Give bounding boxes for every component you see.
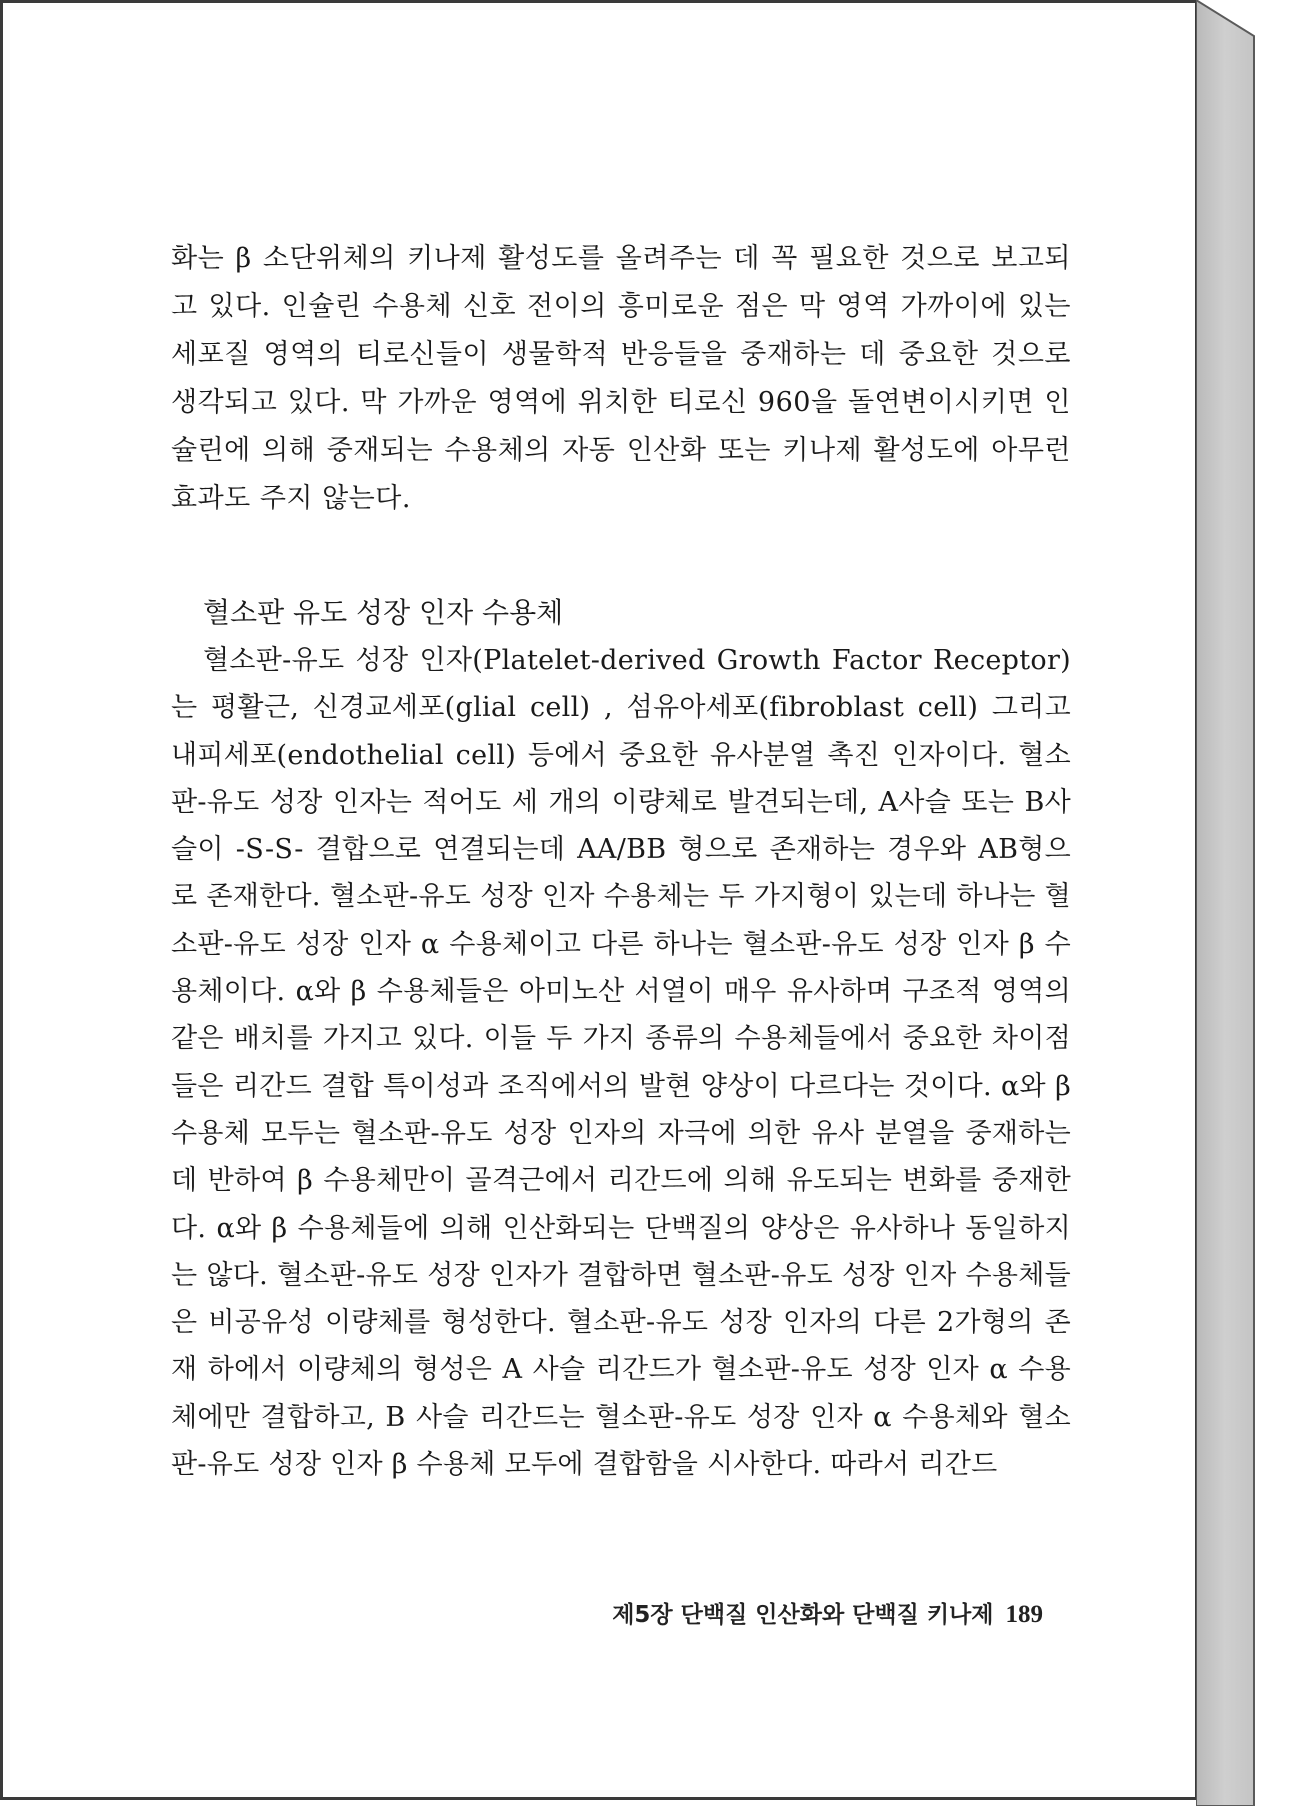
- running-footer: [553, 1596, 1043, 1629]
- page-number: 189: [1005, 1601, 1043, 1628]
- page-content: [171, 235, 1071, 1488]
- book-spine: [1196, 0, 1298, 1806]
- section-heading: 혈소판 유도 성장 인자 수용체: [203, 596, 564, 629]
- paragraph-pdgf-receptor: 혈소판-유도 성장 인자(Platelet-derived Growth Factor Receptor)는 평활근, 신경교세포(glial cell) , 섬유아세포(fibroblast cell) 그리고 내피세포(endothelial cell) 등에서 중요한 유사분열 촉진 인자이다. 혈소판-유도 성장 인자는 적어도 세 개의 이량체로 발견되는데, A사슬 또는 B사슬이 -S-S- 결합으로 연결되는데 AA/BB 형으로 존재하는 경우와 AB형으로 존재한다. 혈소판-유도 성장 인자 수용체는 두 가지형이 있는데 하나는 혈소판-유도 성장 인자 α 수용체이고 다른 하나는 혈소판-유도 성장 인자 β 수용체이다. α와 β 수용체들은 아미노산 서열이 매우 유사하며 구조적 영역의 같은 배치를 가지고 있다. 이들 두 가지 종류의 수용체들에서 중요한 차이점들은 리간드 결합 특이성과 조직에서의 발현 양상이 다르다는 것이다. α와 β 수용체 모두는 혈소판-유도 성장 인자의 자극에 의한 유사 분열을 중재하는데 반하여 β 수용체만이 골격근에서 리간드에 의해 유도되는 변화를 중재한다. α와 β 수용체들에 의해 인산화되는 단백질의 양상은 유사하나 동일하지는 않다. 혈소판-유도 성장 인자가 결합하면 혈소판-유도 성장 인자 수용체들은 비공유성 이량체를 형성한다. 혈소판-유도 성장 인자의 다른 2가형의 존재 하에서 이량체의 형성은 A 사슬 리간드가 혈소판-유도 성장 인자 α 수용체에만 결합하고, B 사슬 리간드는 혈소판-유도 성장 인자 α 수용체와 혈소판-유도 성장 인자 β 수용체 모두에 결합함을 시사한다. 따라서 리간드: [171, 645, 1072, 1481]
- paragraph-continuation: 화는 β 소단위체의 키나제 활성도를 올려주는 데 꼭 필요한 것으로 보고되고 있다. 인슐린 수용체 신호 전이의 흥미로운 점은 막 영역 가까이에 있는 세포질 영역의 티로신들이 생물학적 반응들을 중재하는 데 중요한 것으로 생각되고 있다. 막 가까운 영역에 위치한 티로신 960을 돌연변이시키면 인슐린에 의해 중재되는 수용체의 자동 인산화 또는 키나제 활성도에 아무런 효과도 주지 않는다.: [171, 243, 1071, 514]
- chapter-title: 제5장 단백질 인산화와 단백질 키나제: [612, 1602, 994, 1628]
